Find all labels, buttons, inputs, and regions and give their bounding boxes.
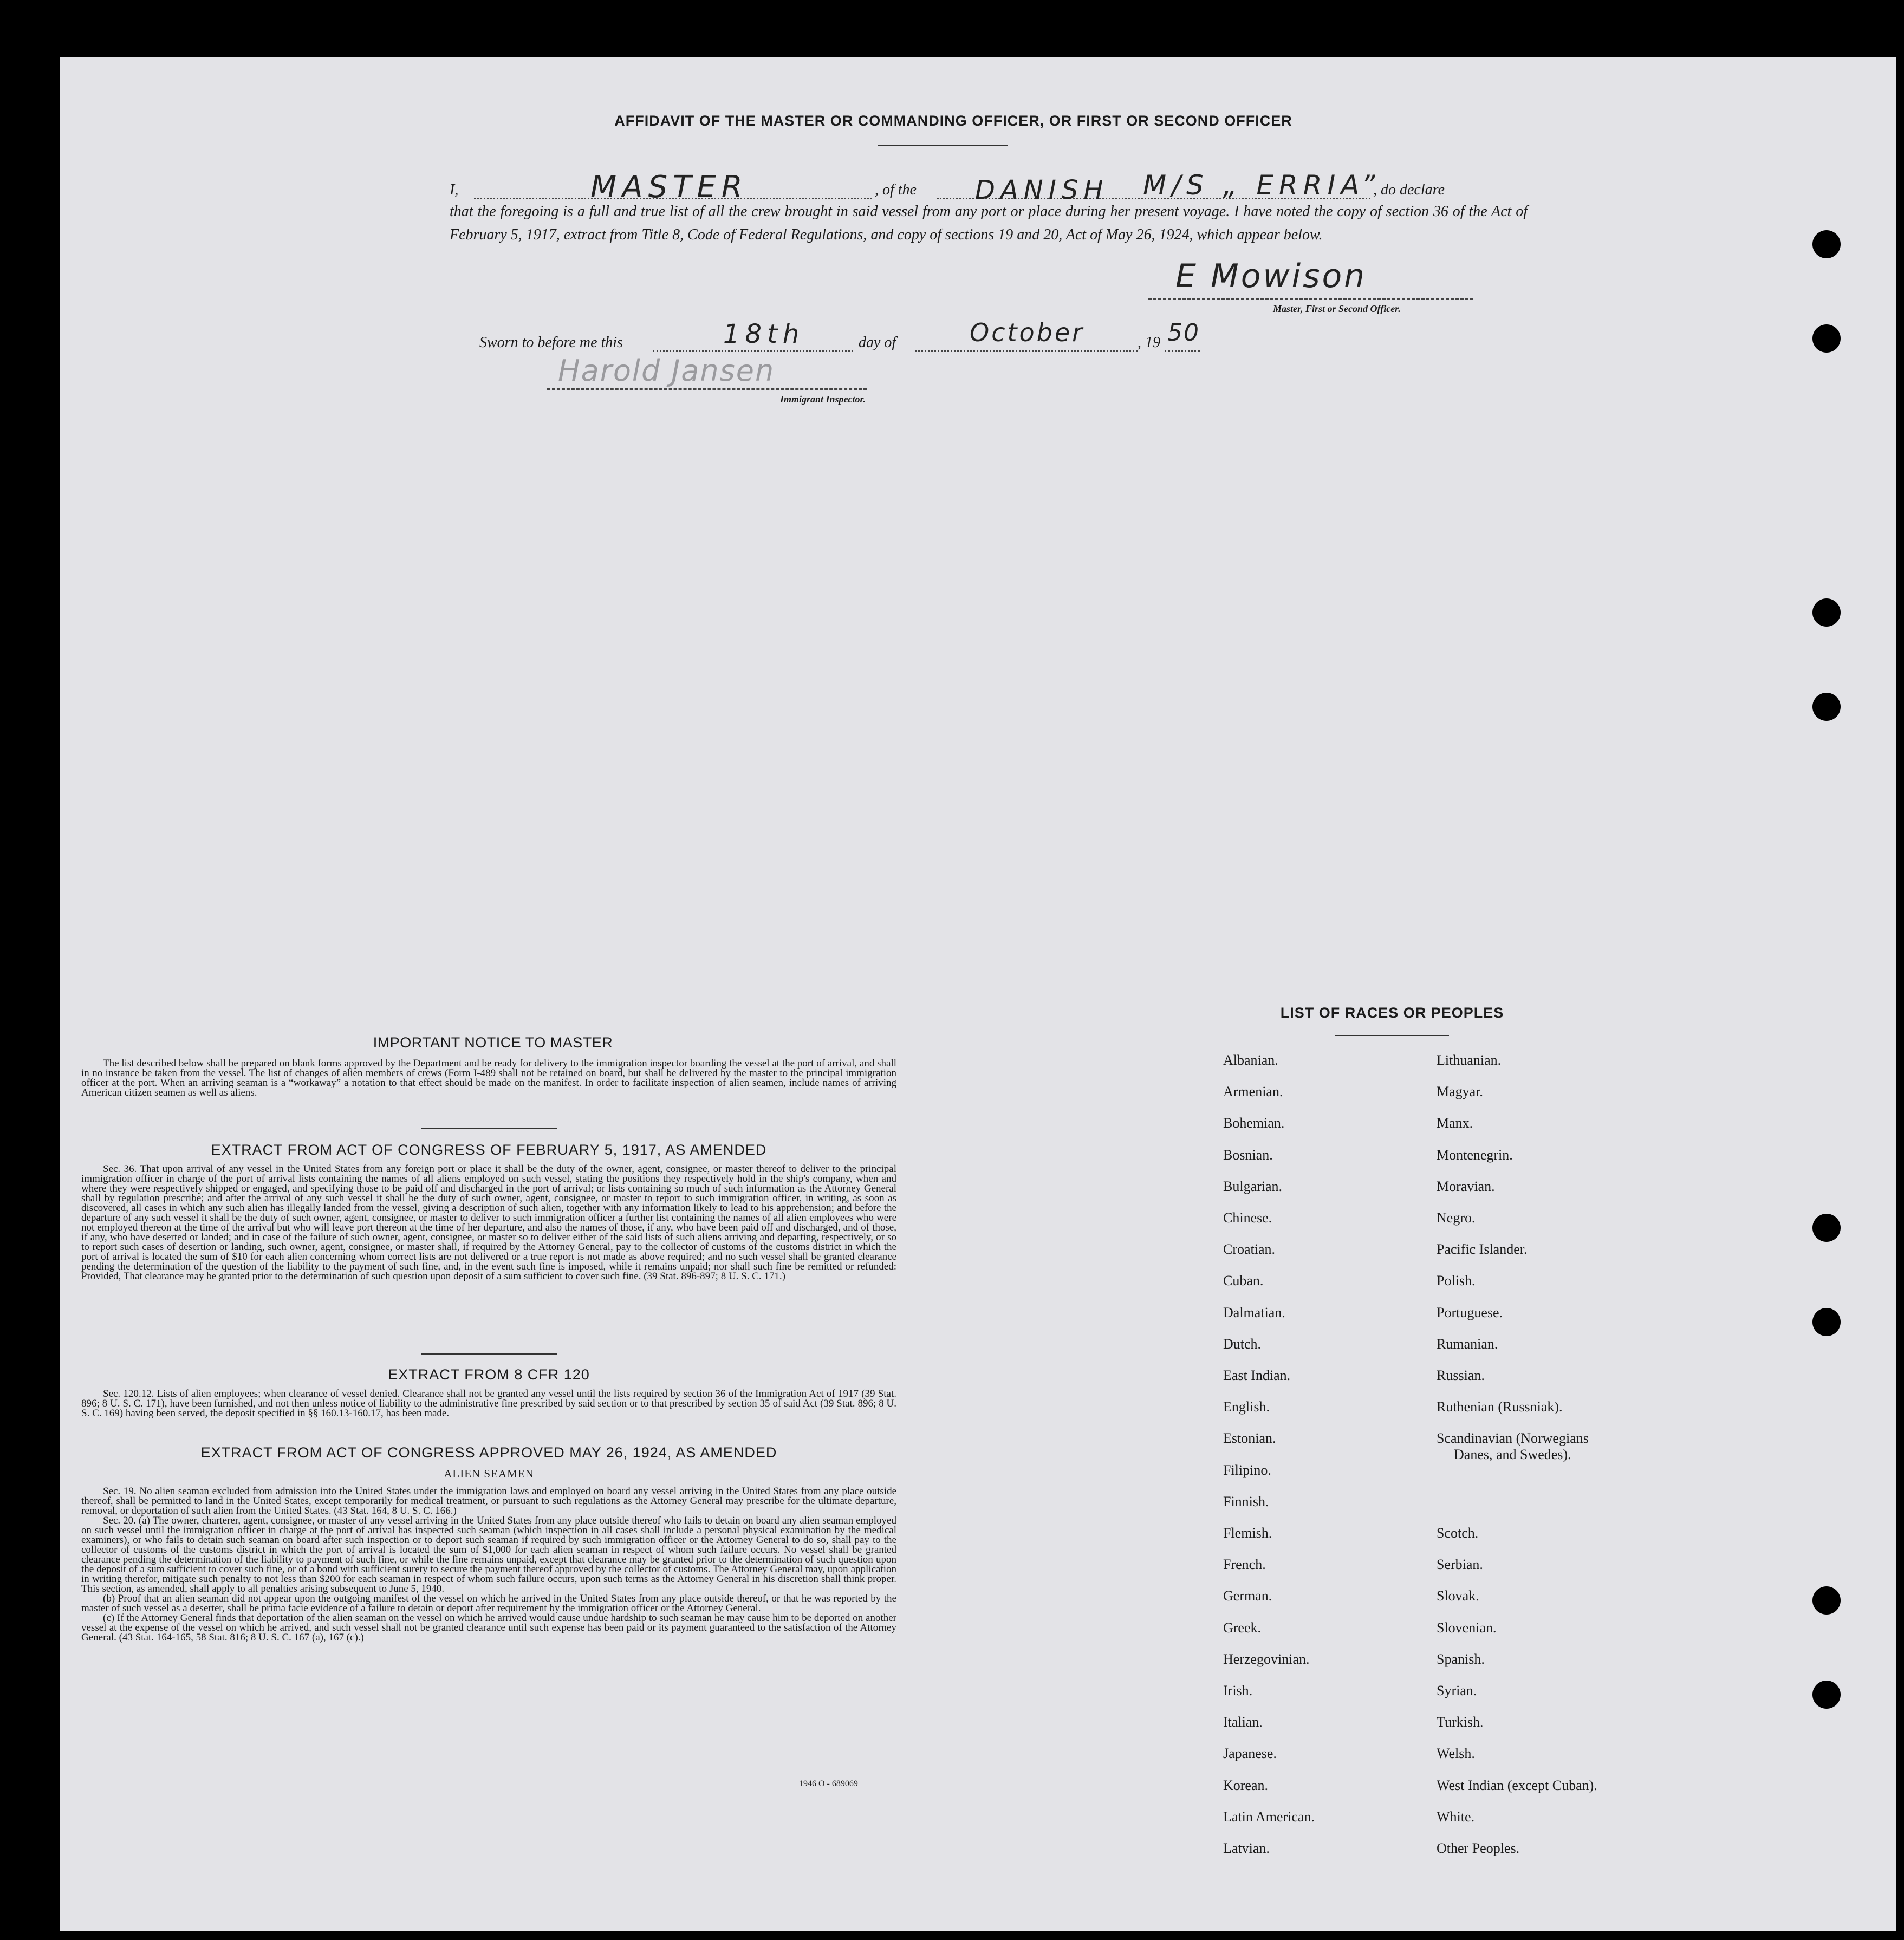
race-item: Welsh. bbox=[1437, 1746, 1475, 1762]
race-item: Turkish. bbox=[1437, 1714, 1484, 1730]
race-item: German. bbox=[1223, 1588, 1272, 1604]
race-item: Latvian. bbox=[1223, 1840, 1270, 1856]
section-20a-paragraph: Sec. 20. (a) The owner, charterer, agent, consignee, or master of any vessel arriving in the United States from any place outside thereof who fails to detain on board any alien seaman employed on such vessel until the immigration officer in charge at the port of arrival has inspected such seaman (which inspection in all cases shall include a personal physical examination by the medical examiners), or who fails to detain such seaman on board after such inspection or to deport such seaman if required by such immigration officer or the Attorney General to do so, shall pay to the collector of customs of the customs district in which the port of arrival is located the sum of $1,000 for each alien seaman in respect of whom such failure occurs. No vessel shall be granted clearance pending the determination of the liability to payment of such fine, or while the fine remains unpaid, except that clearance may be granted prior to the determination of such question upon the deposit of a sum sufficient to cover such fine, or of a bond with sufficient surety to secure the payment thereof approved by the collector of customs. The Attorney General may, upon application in writing therefor, mitigate such penalty to not less than $200 for each seaman in respect of whom such failure occurs, upon such terms as the Attorney General in his discretion shall think proper. This section, as amended, shall apply to all penalties arising subsequent to June 5, 1940. bbox=[81, 1515, 896, 1594]
section-20c-paragraph: (c) If the Attorney General finds that deportation of the alien seaman on the vessel on which he arrived would cause undue hardship to such seaman he may cause him to be deported on another vessel at the expense of the vessel on which he arrived, and such vessel shall not be granted clearance until such expense has been paid or its payment guaranteed to the satisfaction of the Attorney General. (43 Stat. 164-165, 58 Stat. 816; 8 U. S. C. 167 (a), 167 (c).) bbox=[81, 1612, 896, 1643]
race-item: Slovenian. bbox=[1437, 1619, 1497, 1636]
race-item: Slovak. bbox=[1437, 1588, 1479, 1604]
race-item: English. bbox=[1223, 1399, 1270, 1415]
races-title: LIST OF RACES OR PEOPLES bbox=[1280, 1005, 1504, 1021]
of-the-label: , of the bbox=[875, 181, 917, 198]
race-item: Ruthenian (Russniak). bbox=[1437, 1399, 1563, 1415]
race-item: Dalmatian. bbox=[1223, 1304, 1285, 1320]
master-caption-text: Master, bbox=[1273, 303, 1306, 314]
sworn-day: 18th bbox=[723, 319, 805, 349]
master-caption-struck: First or Second Officer bbox=[1305, 303, 1399, 314]
race-item: French. bbox=[1223, 1557, 1266, 1573]
race-item: Scandinavian (Norwegians bbox=[1437, 1430, 1589, 1447]
punch-hole bbox=[1812, 1308, 1841, 1336]
race-item: Flemish. bbox=[1223, 1525, 1272, 1541]
notice-paragraph: The list described below shall be prepared on blank forms approved by the Department and be ready for delivery to the immigration inspector boarding the vessel at the port of arrival, and shall in no instance be taken from the vessel. The list of changes of alien members of crews (Form I-489 shall not be retained on board, but shall be delivered by the master to the principal immigration officer at the port. When an arriving seaman is a “workaway” a notation to that effect should be made on the manifest. In order to facilitate inspection of alien seamen, include names of arriving American citizen seamen as well as aliens. bbox=[81, 1058, 896, 1098]
section-divider bbox=[421, 1353, 557, 1355]
race-item: Japanese. bbox=[1223, 1746, 1277, 1762]
sworn-year: 50 bbox=[1167, 319, 1200, 347]
race-item: Manx. bbox=[1437, 1115, 1473, 1131]
year-prefix: , 19 bbox=[1138, 334, 1160, 351]
race-item: Russian. bbox=[1437, 1368, 1485, 1383]
race-item: Armenian. bbox=[1223, 1084, 1283, 1100]
race-item: Pacific Islander. bbox=[1437, 1241, 1528, 1258]
race-item: Latin American. bbox=[1223, 1808, 1315, 1825]
punch-hole bbox=[1812, 598, 1841, 627]
extract-cfr-title: EXTRACT FROM 8 CFR 120 bbox=[388, 1366, 590, 1383]
race-item: Montenegrin. bbox=[1437, 1147, 1513, 1163]
pronoun-label: I, bbox=[450, 181, 459, 198]
race-item: Spanish. bbox=[1437, 1651, 1485, 1667]
race-item: Other Peoples. bbox=[1437, 1840, 1520, 1856]
race-item: Magyar. bbox=[1437, 1084, 1483, 1100]
race-item: Filipino. bbox=[1223, 1462, 1271, 1478]
month-field-line bbox=[915, 350, 1138, 352]
master-signature-line bbox=[1148, 298, 1473, 300]
filled-vessel-nationality: DANISH bbox=[975, 175, 1109, 205]
title-divider bbox=[878, 145, 1008, 146]
race-item: Cuban. bbox=[1223, 1273, 1264, 1289]
section-120-paragraph: Sec. 120.12. Lists of alien employees; when clearance of vessel denied. Clearance shall not be granted any vessel until the lists required by section 36 of the Immigration Act of 1917 (39 Stat. 896; 8 U. S. C. 171), have been furnished, and not then unless notice of liability to the administrative fine prescribed by said section or to that prescribed by section 35 of said Act (39 Stat. 896; 8 U. S. C. 169) having been served, the deposit specified in §§ 160.13-160.17, has been made. bbox=[81, 1388, 896, 1419]
race-item: Korean. bbox=[1223, 1777, 1269, 1793]
race-item: White. bbox=[1437, 1808, 1475, 1825]
race-item: Croatian. bbox=[1223, 1241, 1276, 1258]
section-divider bbox=[421, 1128, 557, 1129]
notice-title: IMPORTANT NOTICE TO MASTER bbox=[373, 1034, 613, 1051]
punch-hole bbox=[1812, 1586, 1841, 1615]
race-item: Estonian. bbox=[1223, 1430, 1276, 1447]
race-item: Dutch. bbox=[1223, 1336, 1262, 1352]
filled-vessel-name: M/S „ ERRIA” bbox=[1143, 170, 1381, 201]
race-item: East Indian. bbox=[1223, 1368, 1291, 1383]
affidavit-title: AFFIDAVIT OF THE MASTER OR COMMANDING OFFICER, OR FIRST OR SECOND OFFICER bbox=[614, 113, 1292, 129]
affidavit-body: that the foregoing is a full and true list of all the crew brought in said vessel from any port or place during her present voyage. I have noted the copy of section 36 of the Act of February 5, 1917, extract from Title 8, Code of Federal Regulations, and copy of sections 19 and 20, Act of May 26, 1924, which appear below. bbox=[450, 203, 1528, 243]
notice-text bbox=[81, 1059, 896, 1098]
inspector-signature: Harold Jansen bbox=[558, 354, 775, 388]
race-item: Polish. bbox=[1437, 1273, 1476, 1289]
filled-name: MASTER bbox=[590, 170, 748, 205]
sworn-month: October bbox=[970, 318, 1085, 347]
punch-hole bbox=[1812, 1681, 1841, 1709]
extract-1917-text bbox=[81, 1164, 896, 1281]
extract-cfr-text bbox=[81, 1389, 896, 1418]
race-item: Greek. bbox=[1223, 1619, 1262, 1636]
race-item: Finnish. bbox=[1223, 1493, 1269, 1509]
race-item: Bohemian. bbox=[1223, 1115, 1285, 1131]
race-item: Moravian. bbox=[1437, 1178, 1495, 1194]
punch-hole bbox=[1812, 1214, 1841, 1242]
extract-1924-text bbox=[81, 1487, 896, 1643]
master-caption bbox=[1273, 303, 1401, 315]
races-divider bbox=[1335, 1035, 1449, 1036]
race-item: Albanian. bbox=[1223, 1052, 1278, 1068]
race-item: Italian. bbox=[1223, 1714, 1263, 1730]
race-item: Herzegovinian. bbox=[1223, 1651, 1310, 1667]
race-item: West Indian (except Cuban). bbox=[1437, 1777, 1597, 1793]
master-caption-end: . bbox=[1398, 303, 1401, 314]
punch-hole bbox=[1812, 324, 1841, 353]
inspector-caption: Immigrant Inspector. bbox=[780, 394, 866, 405]
race-item: Rumanian. bbox=[1437, 1336, 1498, 1352]
race-item: Syrian. bbox=[1437, 1683, 1477, 1698]
inspector-signature-line bbox=[547, 388, 867, 390]
section-19-paragraph: Sec. 19. No alien seaman excluded from admission into the United States under the immigration laws and employed on board any vessel arriving in the United States from any place outside thereof, shall be permitted to land in the United States, except temporarily for medical treatment, or pursuant to such regulations as the Attorney General may prescribe for the ultimate departure, removal, or deportation of such alien from the United States. (43 Stat. 164, 8 U. S. C. 166.) bbox=[81, 1486, 896, 1516]
alien-seamen-subtitle: ALIEN SEAMEN bbox=[444, 1467, 534, 1480]
extract-1917-title: EXTRACT FROM ACT OF CONGRESS OF FEBRUARY 5, 1917, AS AMENDED bbox=[211, 1142, 767, 1158]
year-field-line bbox=[1165, 350, 1200, 352]
extract-1924-title: EXTRACT FROM ACT OF CONGRESS APPROVED MAY 26, 1924, AS AMENDED bbox=[200, 1444, 777, 1461]
punch-hole bbox=[1812, 230, 1841, 258]
race-item: Negro. bbox=[1437, 1210, 1476, 1226]
day-field-line bbox=[653, 350, 853, 352]
race-item: Chinese. bbox=[1223, 1210, 1272, 1226]
race-item: Scotch. bbox=[1437, 1525, 1479, 1541]
master-signature: E Mowison bbox=[1175, 257, 1367, 295]
race-item: Danes, and Swedes). bbox=[1454, 1447, 1571, 1463]
document-page bbox=[60, 57, 1896, 1931]
printer-code: 1946 O - 689069 bbox=[799, 1779, 858, 1788]
race-item: Bosnian. bbox=[1223, 1147, 1273, 1163]
do-declare-label: , do declare bbox=[1373, 181, 1445, 198]
section-36-paragraph: Sec. 36. That upon arrival of any vessel in the United States from any foreign port or place it shall be the duty of the owner, agent, consignee, or master thereof to deliver to the principal immigration officer in charge of the port of arrival lists containing the names of all aliens employed on such vessel, stating the positions they respectively hold in the ship's company, when and where they were respectively shipped or engaged, and specifying those to be paid off and discharged in the port of arrival; or lists containing so much of such information as the Attorney General shall by regulation prescribe; and after the arrival of any such vessel it shall be the duty of such owner, agent, consignee, or master to report to such immigration officer, in writing, as soon as discovered, all cases in which any such alien has illegally landed from the vessel, giving a description of such alien, together with any information likely to lead to his apprehension; and before the departure of any such vessel it shall be the duty of such owner, agent, consignee, or master to deliver to such immigration officer a further list containing the names of all alien employees who were not employed thereon at the time of the arrival but who will leave port thereon at the time of her departure, and also the names of those, if any, who have been paid off and discharged, and of those, if any, who have deserted or landed; and in case of the failure of such owner, agent, consignee, or master so to deliver either of the said lists of such aliens arriving and departing, respectively, or so to report such cases of desertion or landing, such owner, agent, consignee, or master shall, if required by the Attorney General, pay to the collector of customs of the customs district in which the port of arrival is located the sum of $10 for each alien concerning whom correct lists are not delivered or a true report is not made as above required; and no such vessel shall be granted clearance pending the determination of the question of the liability to the payment of such fine, and, in the event such fine is imposed, while it remains unpaid; nor shall such fine be remitted or refunded: Provided, That clearance may be granted prior to the determination of such question upon deposit of a sum sufficient to cover such fine. (39 Stat. 896-897; 8 U. S. C. 171.) bbox=[81, 1163, 896, 1282]
race-item: Serbian. bbox=[1437, 1557, 1483, 1573]
race-item: Lithuanian. bbox=[1437, 1052, 1502, 1068]
sworn-label: Sworn to before me this bbox=[479, 334, 623, 351]
section-20b-paragraph: (b) Proof that an alien seaman did not appear upon the outgoing manifest of the vessel on which he arrived in the United States from any place outside thereof, or that he was reported by the master of such vessel as a deserter, shall be prima facie evidence of a failure to detain or deport after requirement by the immigration officer or the Attorney General. bbox=[81, 1593, 896, 1614]
race-item: Irish. bbox=[1223, 1683, 1253, 1698]
race-item: Portuguese. bbox=[1437, 1304, 1503, 1320]
day-of-label: day of bbox=[859, 334, 896, 351]
punch-hole bbox=[1812, 693, 1841, 721]
race-item: Bulgarian. bbox=[1223, 1178, 1283, 1194]
